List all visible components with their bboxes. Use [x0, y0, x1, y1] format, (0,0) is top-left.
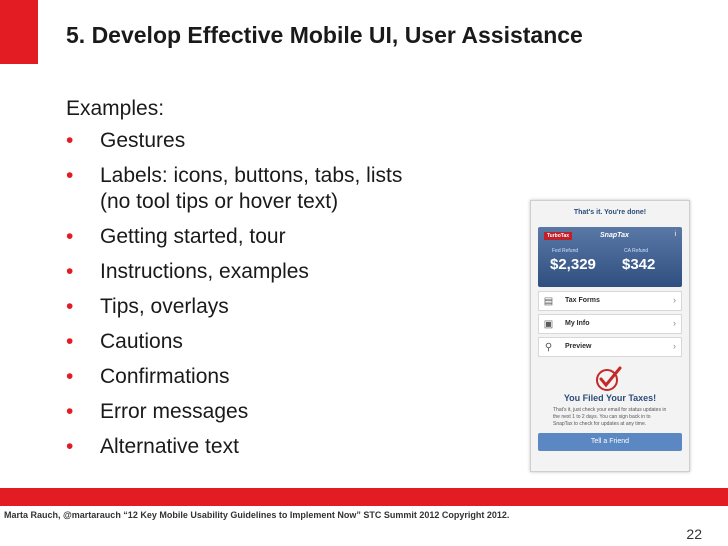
contact-card-icon: ▣: [543, 319, 554, 330]
bullet-item: [66, 128, 402, 154]
menu-item-label: Preview: [565, 343, 592, 350]
bullet-list: [66, 128, 402, 460]
bullet-item: [66, 259, 402, 285]
footer-text: Marta Rauch, @martarauch “12 Key Mobile Usability Guidelines to Implement Now” STC Summit 2012 Copyright 2012.: [4, 510, 510, 520]
bullet-text: Alternative text: [100, 435, 239, 458]
bullet-item: [66, 434, 402, 460]
filed-description: That's it, just check your email for status updates in the next 1 to 2 days. You can sign back in to SnapTax to check for updates at any time.: [553, 407, 667, 427]
ca-refund-value: $342: [622, 256, 656, 273]
bullet-text: Instructions, examples: [100, 260, 309, 283]
filed-title: You Filed Your Taxes!: [563, 393, 657, 403]
bullet-dot-icon: •: [66, 129, 74, 152]
fed-refund-value: $2,329: [550, 256, 596, 273]
bullet-text: Error messages: [100, 400, 249, 423]
bullet-dot-icon: •: [66, 365, 74, 388]
chevron-right-icon: ›: [673, 295, 676, 305]
bullet-subtext: (no tool tips or hover text): [100, 190, 339, 213]
bullet-item: [66, 364, 402, 390]
menu-item-tax-forms[interactable]: [538, 291, 682, 311]
bullet-dot-icon: •: [66, 330, 74, 353]
bullet-dot-icon: •: [66, 225, 74, 248]
bullet-dot-icon: •: [66, 260, 74, 283]
document-icon: ▤: [543, 296, 554, 307]
bullet-text: Tips, overlays: [100, 295, 229, 318]
ca-refund-label: CA Refund: [624, 248, 649, 254]
turbotax-logo: TurboTax: [544, 232, 572, 240]
bullet-text: Gestures: [100, 129, 186, 152]
bullet-text: Labels: icons, buttons, tabs, lists: [100, 164, 403, 187]
slide-content: [66, 96, 402, 469]
chevron-right-icon: ›: [673, 318, 676, 328]
app-header: [538, 227, 682, 287]
page-number: 22: [686, 526, 702, 542]
bullet-item: [66, 294, 402, 320]
bullet-text: Confirmations: [100, 365, 230, 388]
examples-label: Examples:: [66, 97, 165, 120]
fed-refund-label: Fed Refund: [552, 248, 579, 254]
bullet-item: [66, 329, 402, 355]
bullet-item: [66, 163, 402, 215]
slide-title: 5. Develop Effective Mobile UI, User Assistance: [66, 22, 583, 48]
bullet-dot-icon: •: [66, 435, 74, 458]
menu-item-label: Tax Forms: [565, 297, 600, 304]
bullet-dot-icon: •: [66, 400, 74, 423]
chevron-right-icon: ›: [673, 341, 676, 351]
menu-item-preview[interactable]: [538, 337, 682, 357]
bullet-item: [66, 399, 402, 425]
magnifier-icon: ⚲: [544, 342, 553, 353]
bullet-item: [66, 224, 402, 250]
app-name: SnapTax: [600, 232, 629, 239]
done-message: That's it. You're done!: [573, 209, 647, 216]
tell-a-friend-button[interactable]: Tell a Friend: [538, 433, 682, 451]
menu-item-my-info[interactable]: [538, 314, 682, 334]
info-icon[interactable]: i: [674, 231, 676, 238]
bullet-dot-icon: •: [66, 295, 74, 318]
bullet-text: Cautions: [100, 330, 183, 353]
bullet-text: Getting started, tour: [100, 225, 286, 248]
menu-item-label: My Info: [565, 320, 590, 327]
footer-accent-bar: [0, 488, 728, 506]
phone-screenshot: [530, 200, 690, 472]
bullet-dot-icon: •: [66, 164, 74, 187]
title-accent-bar: [0, 0, 38, 64]
checkmark-icon: [595, 365, 623, 393]
